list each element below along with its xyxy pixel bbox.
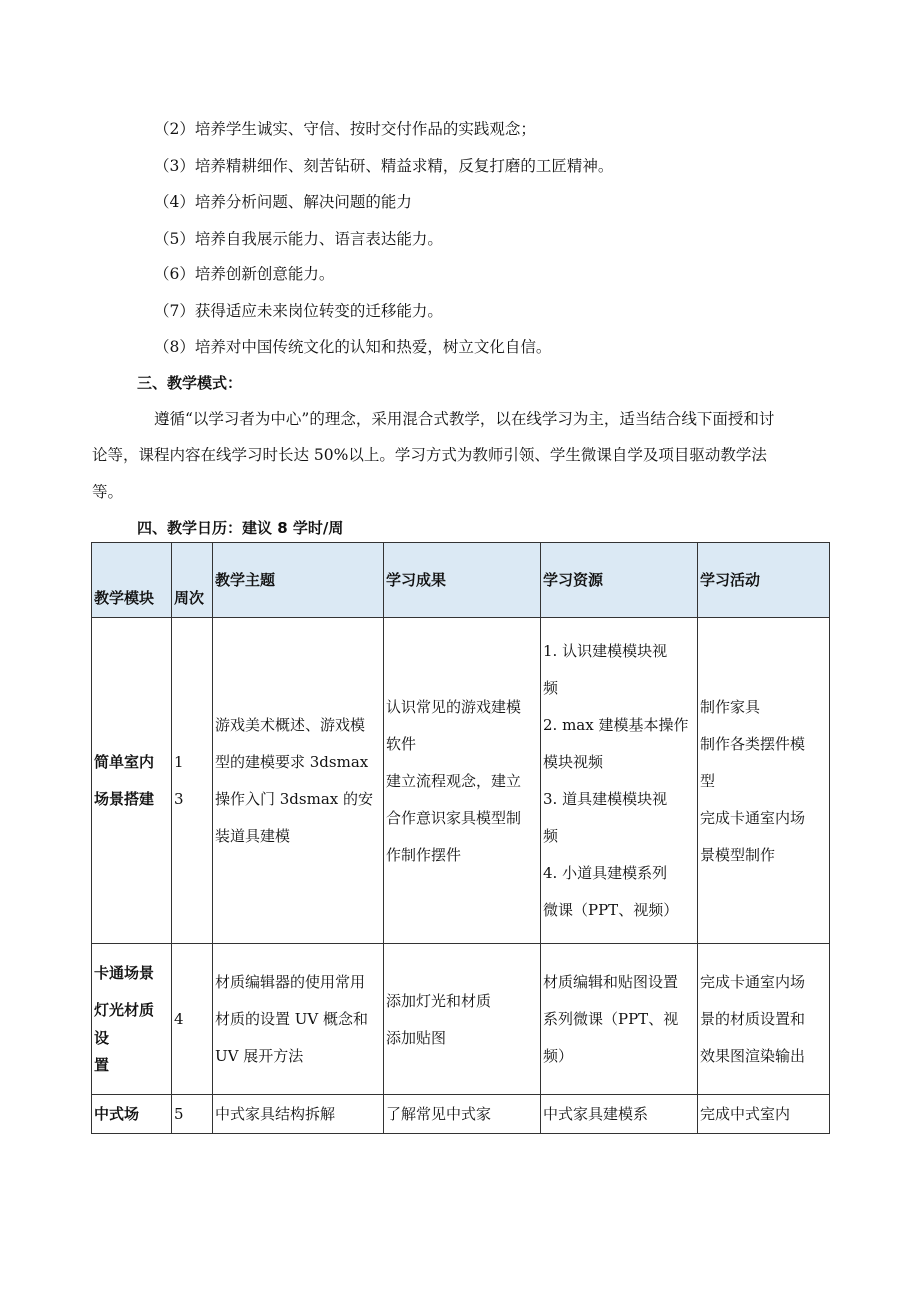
table-header-row <box>92 543 830 618</box>
cell-topic: 材质编辑器的使用常用 材质的设置 UV 概念和 UV 展开方法 <box>213 944 384 1095</box>
objective-item: （4）培养分析问题、解决问题的能力 <box>154 193 412 211</box>
section-heading-teaching-calendar: 四、教学日历：建议 8 学时/周 <box>137 519 344 537</box>
cell-week: 4 <box>172 944 213 1095</box>
header-week: 周次 <box>172 543 213 618</box>
cell-outcome: 添加灯光和材质 添加贴图 <box>384 944 541 1095</box>
cell-resource: 材质编辑和贴图设置 系列微课（PPT、视 频） <box>541 944 698 1095</box>
objective-item: （2）培养学生诚实、守信、按时交付作品的实践观念； <box>154 120 536 138</box>
table-row <box>92 1095 830 1134</box>
header-topic: 教学主题 <box>213 543 384 618</box>
cell-resource: 中式家具建模系 <box>541 1095 698 1134</box>
objective-item: （5）培养自我展示能力、语言表达能力。 <box>154 230 443 248</box>
section-heading-teaching-mode: 三、教学模式： <box>137 374 243 392</box>
cell-outcome: 认识常见的游戏建模 软件 建立流程观念，建立 合作意识家具模型制 作制作摆件 <box>384 618 541 944</box>
header-resource: 学习资源 <box>541 543 698 618</box>
objective-item: （8）培养对中国传统文化的认知和热爱，树立文化自信。 <box>154 338 552 356</box>
paragraph-line: 等。 <box>92 483 124 501</box>
cell-module: 简单室内 场景搭建 <box>92 618 172 944</box>
cell-week: 5 <box>172 1095 213 1134</box>
cell-activity: 制作家具 制作各类摆件模 型 完成卡通室内场 景模型制作 <box>698 618 830 944</box>
cell-resource: 1. 认识建模模块视 频 2. max 建模基本操作 模块视频 3. 道具建模模块视 频 4. 小道具建模系列 微课（PPT、视频） <box>541 618 698 944</box>
paragraph-line: 论等，课程内容在线学习时长达 50%以上。学习方式为教师引领、学生微课自学及项目驱动教学法 <box>92 446 767 464</box>
cell-week: 1 3 <box>172 618 213 944</box>
paragraph-line: 遵循“以学习者为中心”的理念，采用混合式教学，以在线学习为主，适当结合线下面授和讨 <box>154 410 775 428</box>
cell-module: 中式场 <box>92 1095 172 1134</box>
objective-item: （7）获得适应未来岗位转变的迁移能力。 <box>154 302 443 320</box>
cell-activity: 完成中式室内 <box>698 1095 830 1134</box>
cell-topic: 游戏美术概述、游戏模 型的建模要求 3dsmax 操作入门 3dsmax 的安 装道具建模 <box>213 618 384 944</box>
table-row <box>92 944 830 1095</box>
header-module: 教学模块 <box>92 543 172 618</box>
cell-activity: 完成卡通室内场 景的材质设置和 效果图渲染输出 <box>698 944 830 1095</box>
cell-outcome: 了解常见中式家 <box>384 1095 541 1134</box>
header-activity: 学习活动 <box>698 543 830 618</box>
teaching-calendar-table <box>91 542 830 1134</box>
cell-topic: 中式家具结构拆解 <box>213 1095 384 1134</box>
cell-module: 卡通场景 灯光材质 设 置 <box>92 944 172 1095</box>
header-outcome: 学习成果 <box>384 543 541 618</box>
objective-item: （3）培养精耕细作、刻苦钻研、精益求精，反复打磨的工匠精神。 <box>154 157 614 175</box>
objective-item: （6）培养创新创意能力。 <box>154 265 335 283</box>
table-row <box>92 618 830 944</box>
